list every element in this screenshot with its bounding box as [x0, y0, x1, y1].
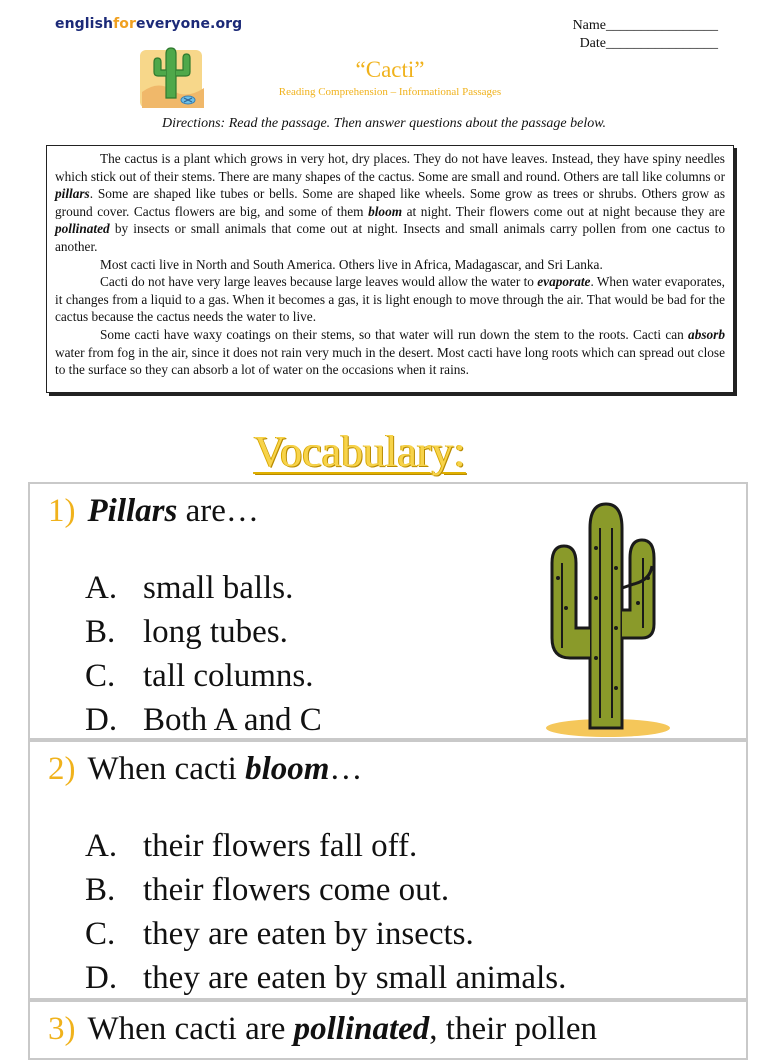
answer-option-b[interactable] [85, 868, 566, 912]
question-number: 2) [48, 751, 76, 787]
option-text: they are eaten by insects. [143, 916, 474, 952]
passage-paragraph-4 [55, 326, 725, 379]
directions: Directions: Read the passage. Then answer questions about the passage below. [161, 116, 607, 131]
passage-text: Cacti do not have very large leaves because large leaves would allow the water to [100, 274, 538, 290]
answer-option-c[interactable] [85, 912, 566, 956]
question-stem-before: When cacti [87, 751, 246, 787]
passage-paragraph-3 [55, 273, 725, 326]
option-text: they are eaten by small animals. [143, 960, 567, 996]
name-field[interactable]: Name________________ [572, 18, 718, 33]
vocab-term-pollinated: pollinated [55, 221, 110, 237]
cactus-illustration-icon [530, 488, 680, 740]
answer-option-d[interactable] [85, 698, 322, 742]
answer-option-a[interactable] [85, 824, 566, 868]
site-logo [55, 16, 242, 32]
question-stem [48, 492, 259, 530]
passage-paragraph-2: Most cacti live in North and South America. Others live in Africa, Madagascar, and Sri Lanka. [100, 256, 603, 272]
answer-option-c[interactable] [85, 654, 322, 698]
vocab-term-evaporate: evaporate [537, 274, 591, 290]
date-field[interactable]: Date________________ [579, 36, 718, 51]
option-text: their flowers fall off. [143, 828, 418, 864]
question-stem-after: are… [177, 493, 259, 529]
question-2 [28, 740, 748, 1000]
option-letter: D. [85, 702, 118, 738]
option-letter: C. [85, 658, 116, 694]
answer-option-d[interactable] [85, 956, 566, 1000]
option-text: small balls. [143, 570, 294, 606]
passage-text: water from fog in the air, since it does not rain very much in the desert. Most cacti have long roots which can spread out close to the surface so they can absorb a lot of water on the occasions when it rains. [55, 344, 725, 378]
question-term: Pillars [87, 493, 178, 529]
question-term: bloom [245, 751, 330, 787]
passage-paragraph-1 [55, 150, 725, 256]
question-stem [48, 750, 362, 788]
question-3 [28, 1000, 748, 1060]
vocabulary-heading: Vocabulary: [254, 427, 466, 476]
option-letter: B. [85, 872, 116, 908]
name-date-fields [518, 17, 718, 53]
site-logo-accent: for [113, 16, 137, 32]
question-stem-before: When cacti are [87, 1011, 294, 1047]
answer-options [85, 566, 322, 742]
reading-passage [46, 145, 734, 393]
question-number: 3) [48, 1011, 76, 1047]
option-text: tall columns. [143, 658, 314, 694]
answer-options [85, 824, 566, 1000]
question-stem-after: … [329, 751, 363, 787]
passage-text: The cactus is a plant which grows in very hot, dry places. They do not have leaves. Instead, they have spiny needles which stick out of their stems. There are many shapes of the cactus. Some are small and round. Others are tall like columns or [55, 151, 725, 184]
page-subtitle: Reading Comprehension – Informational Passages [278, 86, 502, 98]
option-text: their flowers come out. [143, 872, 450, 908]
passage-text: . Some are shaped like tubes or bells. Some are shaped like wheels. Some grow as trees or shrubs. Others grow as ground cover. Cactus flowers are big, and some of them [55, 186, 725, 219]
question-stem-after: , their pollen [429, 1011, 598, 1047]
question-term: pollinated [293, 1011, 430, 1047]
option-letter: D. [85, 960, 118, 996]
passage-text: by insects or small animals that come out at night. Insects and small animals carry pollen from one cactus to another. [55, 221, 725, 254]
vocab-term-pillars: pillars [55, 186, 90, 202]
answer-option-a[interactable] [85, 566, 322, 610]
option-letter: B. [85, 614, 116, 650]
passage-text: Some cacti have waxy coatings on their stems, so that water will run down the stem to the roots. Cacti can [100, 326, 689, 342]
title-block [190, 56, 590, 98]
passage-text: at night. Their flowers come out at night because they are [402, 203, 725, 219]
option-letter: A. [85, 828, 118, 864]
site-logo-suffix: everyone.org [136, 16, 243, 32]
option-text: Both A and C [143, 702, 322, 738]
site-logo-prefix: english [55, 16, 114, 32]
vocab-term-bloom: bloom [368, 203, 403, 219]
question-stem [48, 1010, 597, 1048]
option-text: long tubes. [143, 614, 288, 650]
passage-text: . When water evaporates, it changes from a liquid to a gas. When it becomes a gas, it is light enough to move through the air. That would be bad for the cactus because the cactus needs the water to live. [55, 274, 725, 325]
answer-option-b[interactable] [85, 610, 322, 654]
option-letter: C. [85, 916, 116, 952]
page-title: “Cacti” [355, 57, 425, 82]
option-letter: A. [85, 570, 118, 606]
vocab-term-absorb: absorb [688, 326, 725, 342]
question-number: 1) [48, 493, 76, 529]
question-1 [28, 482, 748, 740]
